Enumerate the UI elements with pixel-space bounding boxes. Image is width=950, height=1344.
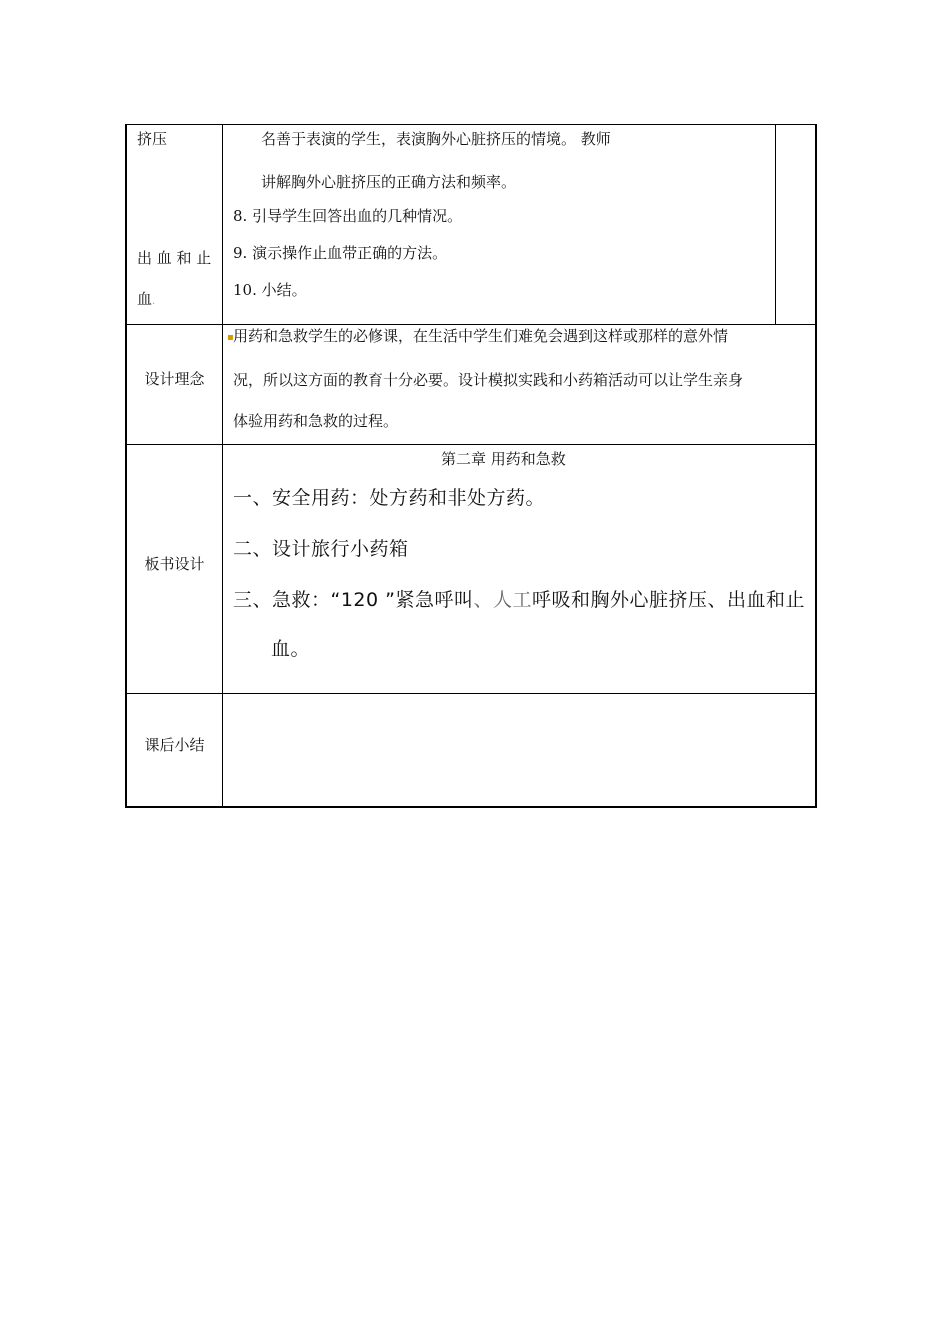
label-design-concept: 设计理念 <box>144 370 205 388</box>
row-label-cell <box>127 125 223 324</box>
row-label-cell <box>127 325 223 444</box>
notes-cell <box>775 125 815 324</box>
procedure-step-10: 10. 小结。 <box>233 281 307 299</box>
edit-marker: ▪ <box>227 332 234 343</box>
label-bleeding-1: 出 血 和 止 <box>137 249 212 267</box>
concept-line: 况，所以这方面的教育十分必要。设计模拟实践和小药箱活动可以让学生亲身 <box>233 371 744 389</box>
board-item-3: 三、急救：“120 ”紧急呼叫、人工呼吸和胸外心脏挤压、出血和止 <box>233 589 806 611</box>
table-row <box>127 694 815 806</box>
table-row <box>127 445 815 694</box>
concept-line: 体验用药和急救的过程。 <box>233 412 399 430</box>
board-item-1: 一、安全用药：处方药和非处方药。 <box>233 487 546 509</box>
board-item-2: 二、设计旅行小药箱 <box>233 538 409 560</box>
concept-line: 用药和急救学生的必修课，在生活中学生们难免会遇到这样或那样的意外情 <box>233 327 729 345</box>
board-item-3-cont: 血。 <box>271 638 311 660</box>
procedure-step-8: 8. 引导学生回答出血的几种情况。 <box>233 207 463 225</box>
table-row <box>127 125 815 325</box>
procedure-line: 讲解胸外心脏挤压的正确方法和频率。 <box>261 173 517 191</box>
summary-cell <box>223 694 815 806</box>
blackboard-cell <box>223 445 815 693</box>
row-label-cell <box>127 445 223 693</box>
label-post-class-summary: 课后小结 <box>144 736 205 754</box>
procedure-step-9: 9. 演示操作止血带正确的方法。 <box>233 244 448 262</box>
label-squeeze: 挤压 <box>137 130 168 148</box>
row-label-cell <box>127 694 223 806</box>
table-row <box>127 325 815 445</box>
procedure-line: 名善于表演的学生，表演胸外心脏挤压的情境。 教师 <box>261 130 611 148</box>
lesson-plan-table <box>125 124 817 808</box>
design-concept-cell <box>223 325 815 444</box>
procedure-cell <box>223 125 815 324</box>
chapter-heading: 第二章 用药和急救 <box>441 450 566 468</box>
label-bleeding-2: 血. <box>137 290 156 308</box>
label-blackboard-design: 板书设计 <box>144 555 205 573</box>
